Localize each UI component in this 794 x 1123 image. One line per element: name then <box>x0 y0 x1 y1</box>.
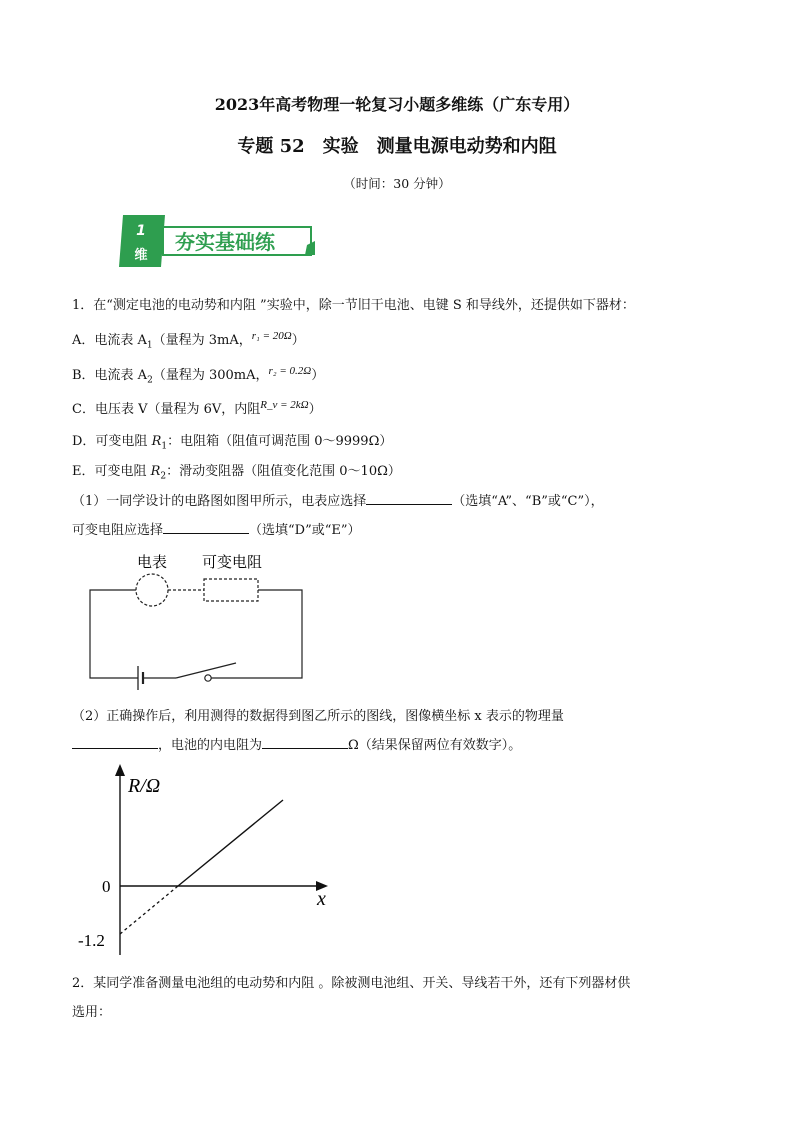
resistor-label: 可变电阻 <box>201 553 263 571</box>
answer-blank-resistance[interactable] <box>262 736 348 749</box>
intercept-label: -1.2 <box>78 931 105 950</box>
document-title: 2023年高考物理一轮复习小题多维练（广东专用） <box>214 95 580 114</box>
extrapolated-line <box>120 886 178 934</box>
badge-number: 1 <box>136 223 146 239</box>
r-x-graph <box>70 760 350 960</box>
q1-part2-line1: （2）正确操作后，利用测得的数据得到图乙所示的图线，图像横坐标 x 表示的物理量 <box>72 709 564 724</box>
q1-part2-line2: ，电池的内电阻为 Ω（结果保留两位有效数字）。 <box>72 734 521 753</box>
q1-option-a: A．电流表 $A_1$（量程为 3mA，$^{r_1 = 20\Omega}$） <box>72 330 305 351</box>
variable-resistor-symbol <box>204 579 258 601</box>
q1-option-e: E．可变电阻 $R_2$：滑动变阻器（阻值变化范围 0～10Ω） <box>72 464 401 482</box>
meter-label: 电表 <box>136 553 168 571</box>
badge-label: 夯实基础练 <box>175 230 275 254</box>
badge-unit: 维 <box>134 248 148 263</box>
q1-part1-line2: 可变电阻应选择 （选填“D”或“E”） <box>72 523 361 538</box>
y-axis-label: R/Ω <box>128 775 161 797</box>
answer-blank-x-quantity[interactable] <box>72 736 158 749</box>
origin-label: 0 <box>102 877 111 896</box>
circuit-diagram <box>80 545 320 695</box>
answer-blank-resistor[interactable] <box>163 521 249 534</box>
q1-option-d: D．可变电阻 $R_1$：电阻箱（阻值可调范围 0～9999Ω） <box>72 434 393 452</box>
x-axis-label: x <box>317 888 326 910</box>
q1-part1-line1: （1）一同学设计的电路图如图甲所示，电表应选择 （选填“A”、“B”或“C”）， <box>72 494 604 509</box>
time-limit: （时间：30 分钟） <box>343 176 451 191</box>
meter-symbol <box>136 574 168 606</box>
q1-option-c: C．电压表 V（量程为 6V，内阻$^{R\_v = 2k\Omega}$） <box>72 399 322 417</box>
q1-option-b: B．电流表 $A_2$（量程为 300mA，$^{r_2 = 0.2\Omega}$） <box>72 365 325 386</box>
q2-line1: 2．某同学准备测量电池组的电动势和内阻 。除被测电池组、开关、导线若干外，还有下列器材供 <box>72 976 631 991</box>
section-badge <box>119 213 315 269</box>
q1-stem: 1．在“测定电池的电动势和内阻 ”实验中，除一节旧干电池、电键 S 和导线外，还提供如下器材： <box>72 298 635 313</box>
switch-symbol <box>205 675 211 681</box>
data-line <box>178 800 283 886</box>
answer-blank-meter[interactable] <box>366 492 452 505</box>
q2-line2: 选用： <box>72 1005 112 1020</box>
document-subtitle: 专题 52 实验 测量电源电动势和内阻 <box>237 136 557 157</box>
